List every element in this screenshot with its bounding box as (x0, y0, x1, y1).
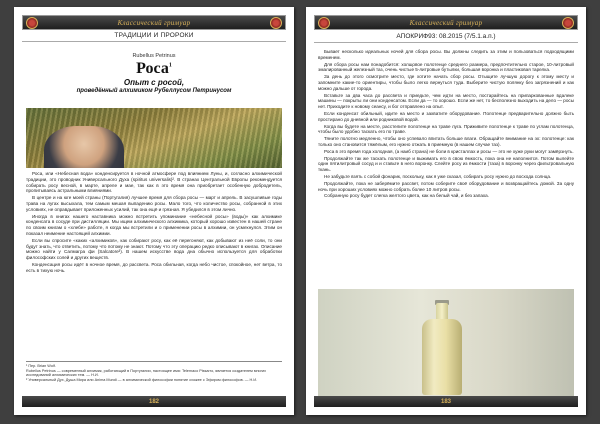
bottle-icon (422, 303, 462, 395)
paragraph: Иногда в книгах нашего наставника можно встретить упоминание «небесной росы» (воды)» как алхимике конденсата в сосуде при дистилляции. Мы ищем алхимического алхимика, который хорошо известен в нашей стране по своим книгам о «хлебе» работе, я когда мы встретили и о применении росы в алхимии, он усмехнулся. Этим он показал неимение настоящей алхимии. (26, 213, 282, 236)
footnotes (26, 361, 282, 382)
left-header-bar (22, 15, 286, 30)
right-header-title: Классический гримуар (409, 18, 483, 27)
paragraph: Роса, или «Небесная вода» конденсируется в ночной атмосфере под влиянием Луны, и, согласно алхимической традиции, это проводник Универсального Духа (spiritus universalis)². В странах Центральной Европы рекомендуется собирать росу весной, в марте, апреле и мае, так как в это время она приобретает особенную добродетель, пропитываясь астральными влияниями. (26, 171, 282, 194)
paragraph: В центре и на юге моей страны (Португалия) лучшее время для сбора росы — март и апрель. В засушливые годы трава на лугах высыхала, тем самым мешая выпадению росы. Мало того, что количество росы, собранной в этих условиях, не оправдывает приложенных усилий, так она ещё и грязная. Я убедился в этом лично. (26, 195, 282, 212)
bottle-body (422, 319, 462, 395)
page-number: 183 (440, 398, 451, 405)
paragraph: Роса в это время года холодная, (а наиб страна) не боли в кристаллах и росы — это не хуже руки могут замёрзнуть. (324, 148, 574, 154)
author-photo (26, 108, 282, 168)
paragraph: Конденсация росы идёт в ночное время, до рассвета. Роса обильная, когда небо чистое, спокойное, нет ветра, то есть в тихую ночь. (26, 261, 282, 273)
section-title: ТРАДИЦИИ И ПРОРОКИ (22, 32, 286, 42)
subtitle-line-2: проведённый алхимиком Рубеллусом Петринусом (76, 88, 232, 94)
paragraph: Продолжайте так же таскать полотенце и выжимать его в свою ёмкость, пока она не наполнится. Потом вылейте один пятилитровый сосуд и и ставьте в него воронку. Слейте росу из ёмкости (таза) в воронку через фильтровальную ткань. (318, 155, 574, 173)
right-article-body (318, 49, 574, 200)
title-footnote-mark: 1 (168, 62, 172, 69)
paragraph: Для сбора росы нам понадобится: холщовое полотенце среднего размера, предпочтительно старое, 10-литровый эмалированный железный таз, очень чистые 5-литровые бутылки, большая воронка и пластиковая тарелка. (318, 61, 574, 73)
article-title-text: Роса (136, 60, 169, 77)
paragraph: Вставьте за два часа до рассвета и приедьте, чем идти на место, постарайтесь на припаркованные вдалеке машины — покрыты ли они конденсатом. Если да — то хорошо. Если же нет, то бесполезно выходить на дело — росы нет. Приходите к новому сеансу, и бог отправлено на опыт. (318, 92, 574, 110)
paragraph: Не забудьте взять с собой фонарик, поскольку, как я уже сказал, собирать росу нужно до восхода солнца. (324, 173, 552, 179)
article-author: Rubellus Petrinus (132, 53, 176, 59)
footnote: ² Универсальный Дух, Душа Мира или Anima Mundi — в алхимической философии понятие схожее с Эфиром философов. — Н.И. (26, 377, 258, 382)
footnote: Rubellus Petrinus — современный алхимик, работающий в Португалии, настоящее имя: Telemaco Pissarro, является создателем многих исследований алхимических тем. — Н.И. (26, 368, 267, 378)
crest-icon (318, 17, 330, 29)
right-page (306, 7, 586, 415)
paragraph: Если конденсат обильный, идите на место и захватите оборудование. Полотенце предварительно должно быть простирано до дневной или родниковой водой. (318, 110, 574, 122)
right-page-number-bar (314, 396, 578, 407)
paragraph: Тяните полотно медленно, чтобы оно успевало впитать больше влаги. Обращайте внимание на эх: полотенце: как только оно становится тяжёлым, его нужно отжать в приемную (в нашем случае таз). (318, 136, 574, 147)
author-portrait (44, 126, 124, 168)
crest-icon (26, 17, 38, 29)
page-number: 182 (148, 398, 159, 405)
paragraph: За день до этого осмотрите место, где хотите начать сбор росы. Отыщите лучшую дорогу к этому месту и запомните какие-то ориентиры, чтобы было легко вернуться туда. Выберите чистую полянку без загрязнений и как можно дальше от города. (318, 74, 574, 91)
paragraph: Если вы спросите «каких «алхимиков», как собирают росу, как её перегоняют, как добывают из неё соли, то они будут знать, что ответить, потому что потому не знают. Потому что эту операцию редко описывают в книгах. Описание можно найти у Салмагра фи (Salcatore³). В нашем искусстве вода дна обычно используется для обработки философских солей и других веществ. (26, 237, 282, 261)
article-title (14, 60, 294, 78)
footnote: ¹ Пер. Brian Wolf. (26, 364, 56, 368)
right-header-bar (314, 15, 578, 30)
paragraph: Когда вы будете на месте, расстелите полотенце на траве луга. Приживите полотенце к траве по углам полотенца, чтобы было удобно таскать его по траве. (318, 123, 574, 135)
article-subtitle (34, 78, 274, 96)
crest-icon (270, 17, 282, 29)
crest-icon (562, 17, 574, 29)
paragraph: Собранную росу будет слегка желтого цвета, как на белый чай, и без запаха. (324, 193, 489, 199)
left-header-title: Классический гримуар (117, 18, 191, 27)
left-page (14, 7, 294, 415)
dew-bottle-photo (318, 289, 574, 399)
paragraph: Продолжайте, пока не заберёмите рассвет, потом соберите своё оборудование и возвращайтесь домой. За одну ночь при хороших условиях можно собрать более 10 литров росы. (318, 180, 574, 192)
subtitle-line-1: Опыт с росой, (123, 78, 185, 87)
left-page-number-bar (22, 396, 286, 407)
left-article-body (26, 171, 282, 275)
issue-label: АПОКРИФ93: 08.2015 (7/5.1.а.п.) (314, 33, 578, 43)
paragraph: Бывает несколько идеальных ночей для сбора росы. Вы должны следить за этим и пользоваться подходящими временем. (318, 49, 574, 60)
